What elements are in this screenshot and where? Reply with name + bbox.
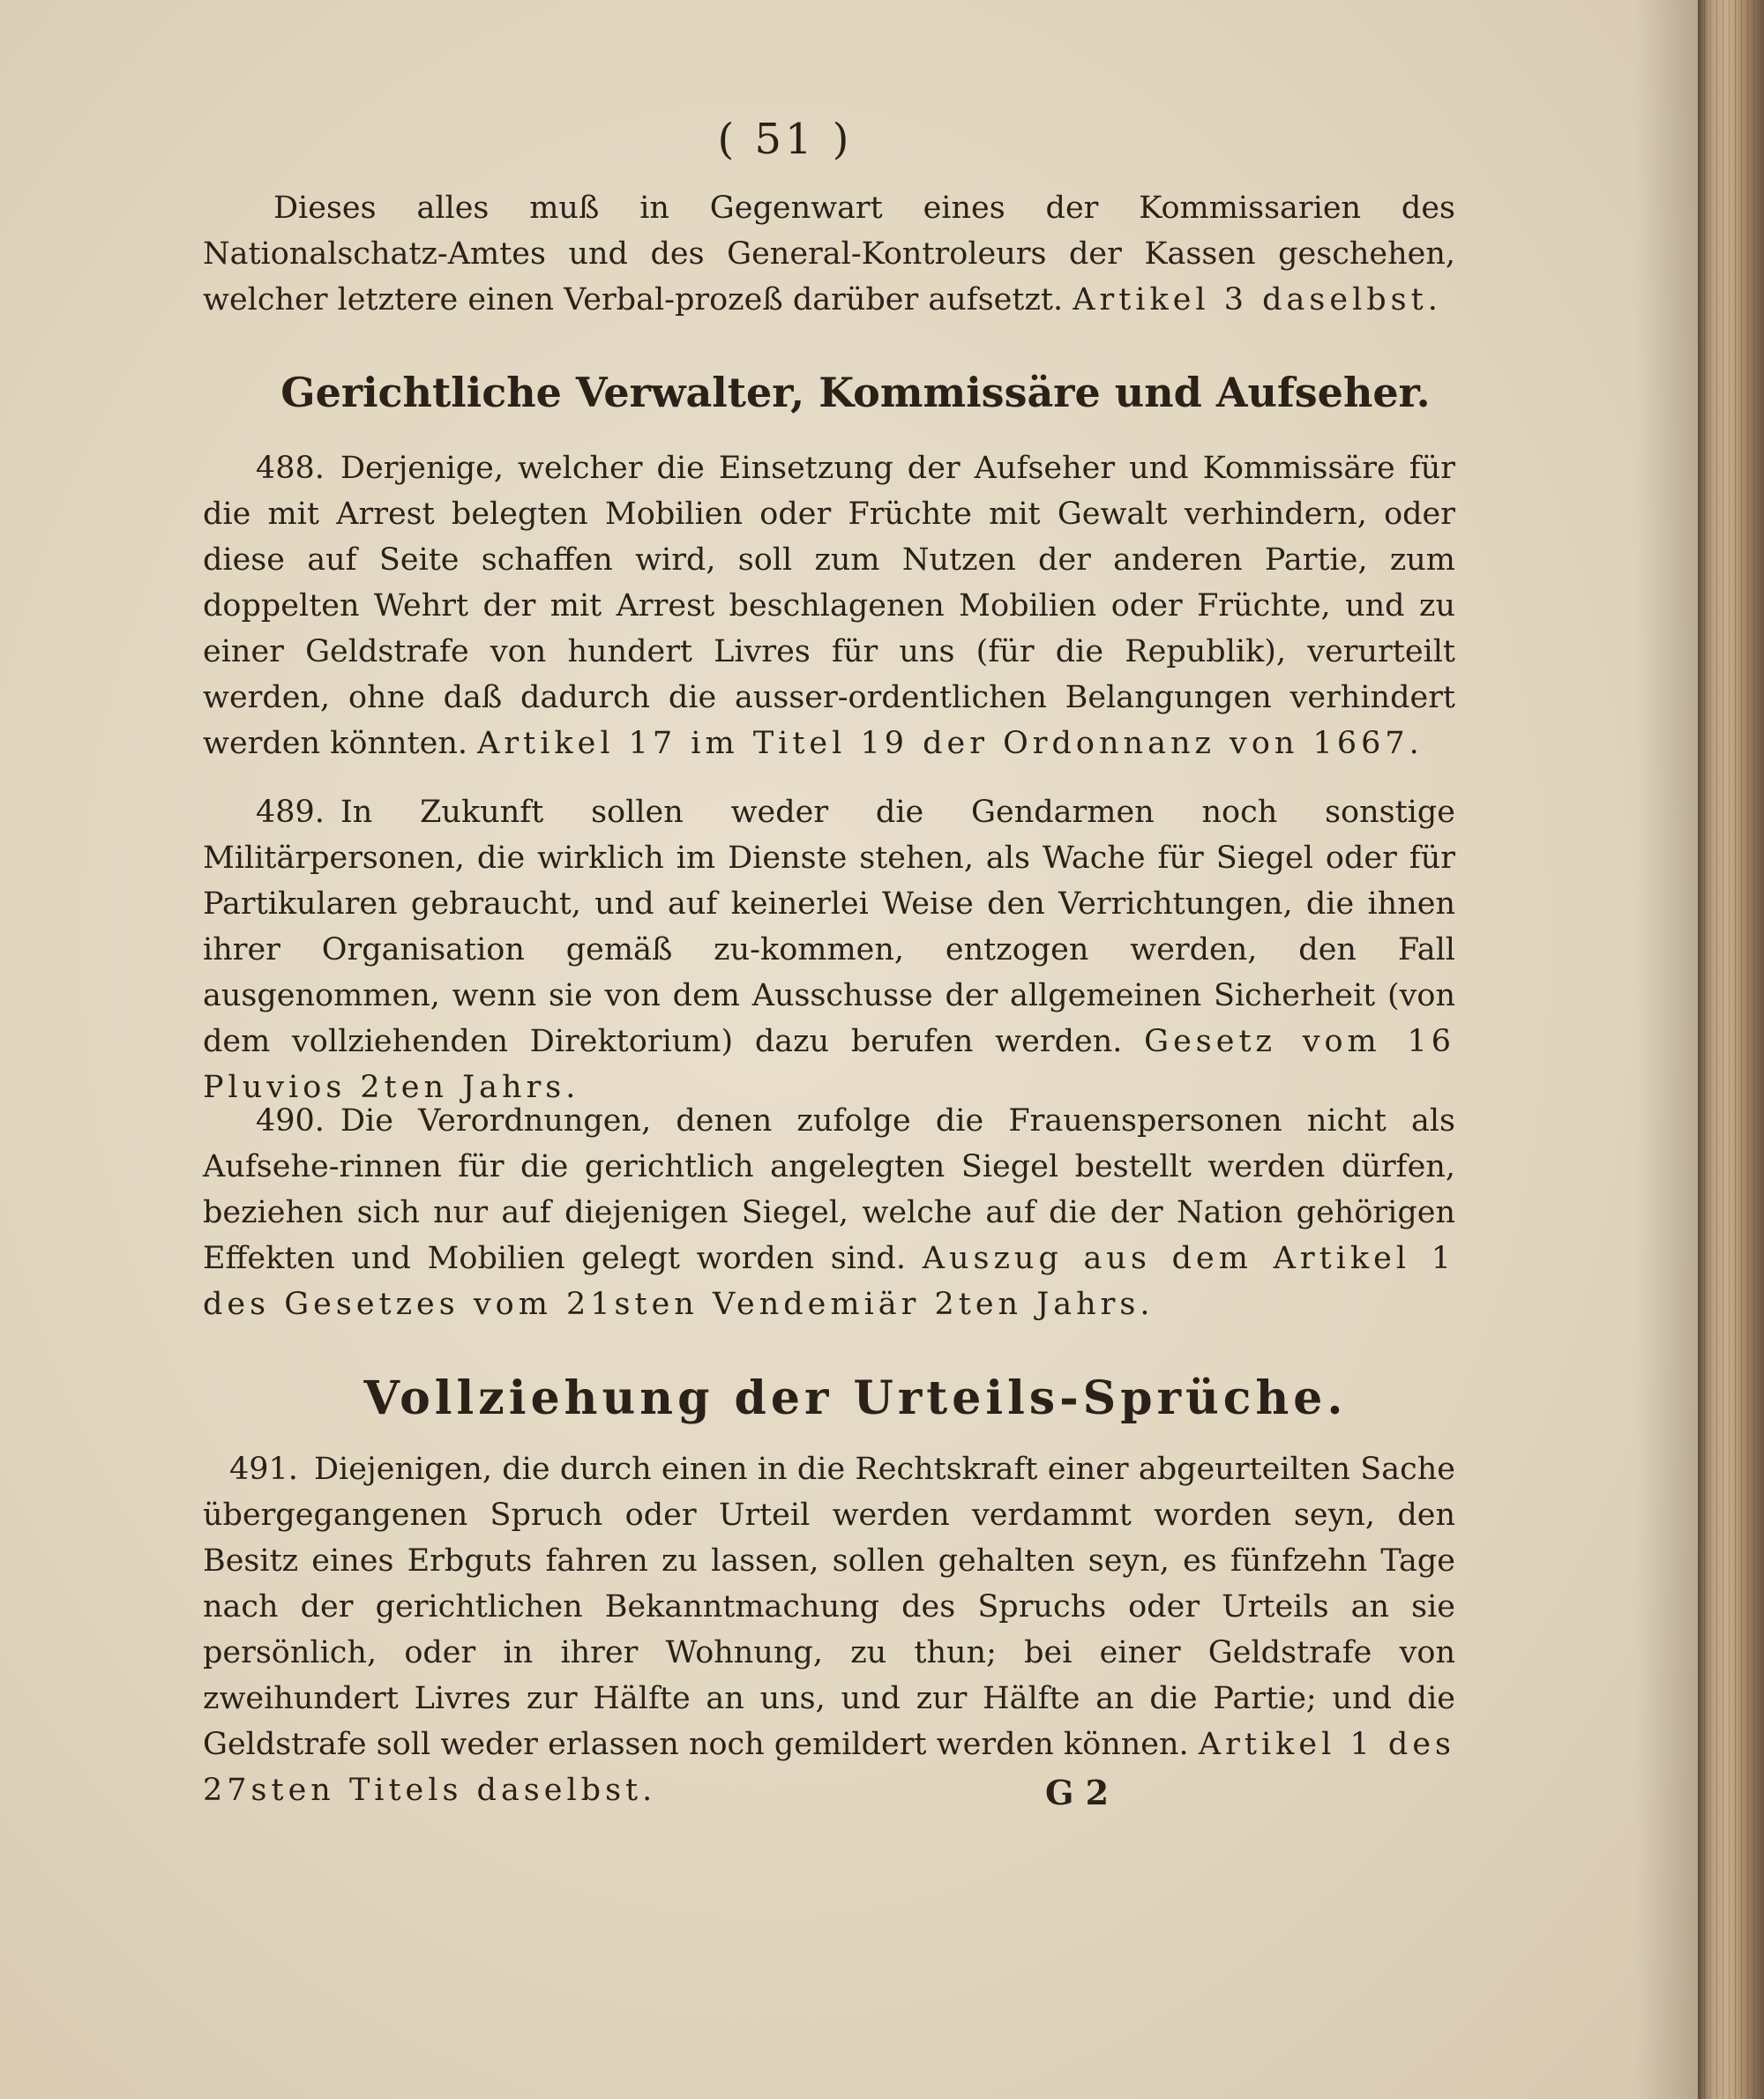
section-heading-administrators: Gerichtliche Verwalter, Kommissäre und Aufseher. (280, 369, 1431, 416)
paragraph-489 (203, 789, 1455, 1110)
paragraph-number: 490. (256, 1103, 325, 1139)
paragraph-number: 489. (256, 795, 325, 830)
intro-text: Dieses alles muß in Gegenwart eines der Kommissarien des Nationalschatz-Amtes und des General-Kontroleurs der Kassen geschehen, welcher letztere einen Verbal-prozeß darüber aufsetzt. (203, 190, 1455, 317)
page-number: ( 51 ) (717, 115, 853, 164)
paragraph-citation: Gesetz vom 16 Pluvios 2ten Jahrs. (203, 1024, 1455, 1105)
paragraph-number: 488. (256, 451, 325, 486)
paragraph-citation: Artikel 17 im Titel 19 der Ordonnanz von 1667. (477, 726, 1424, 761)
intro-paragraph (203, 185, 1455, 323)
paragraph-491 (203, 1446, 1455, 1813)
paragraph-citation: Artikel 1 des 27sten Titels daselbst. (203, 1727, 1455, 1808)
paragraph-490 (203, 1098, 1455, 1327)
paragraph-text: Diejenigen, die durch einen in die Rechtskraft einer abgeurteilten Sache übergegangenen Spruch oder Urteil werden verdammt worden seyn, den Besitz eines Erbguts fahren zu lassen, sollen gehalten seyn, es fünfzehn Tage nach der gerichtlichen Bekanntmachung des Spruchs oder Urteils an sie persönlich, oder in ihrer Wohnung, zu thun; bei einer Geldstrafe von zweihundert Livres zur Hälfte an uns, und zur Hälfte an die Partie; und die Geldstrafe soll weder erlassen noch gemildert werden können. (203, 1452, 1455, 1762)
intro-citation: Artikel 3 daselbst. (1073, 282, 1442, 317)
paragraph-citation: Auszug aus dem Artikel 1 des Gesetzes vom 21sten Vendemiär 2ten Jahrs. (203, 1241, 1455, 1322)
paragraph-text: In Zukunft sollen weder die Gendarmen noch sonstige Militärpersonen, die wirklich im Dienste stehen, als Wache für Siegel oder für Partikularen gebraucht, und auf keinerlei Weise den Verrichtungen, die ihnen ihrer Organisation gemäß zu-kommen, entzogen werden, den Fall ausgenommen, wenn sie von dem Ausschusse der allgemeinen Sicherheit (von dem vollziehenden Direktorium) dazu berufen werden. (203, 795, 1455, 1059)
signature-mark: G 2 (1045, 1773, 1110, 1812)
paragraph-488 (203, 445, 1455, 766)
paragraph-number: 491. (229, 1452, 298, 1487)
gutter-shadow (1636, 0, 1698, 2099)
paragraph-text: Die Verordnungen, denen zufolge die Frauenspersonen nicht als Aufsehe-rinnen für die gerichtlich angelegten Siegel bestellt werden dürfen, beziehen sich nur auf diejenigen Siegel, welche auf die der Nation gehörigen Effekten und Mobilien gelegt worden sind. (203, 1103, 1455, 1276)
paragraph-text: Derjenige, welcher die Einsetzung der Aufseher und Kommissäre für die mit Arrest belegten Mobilien oder Früchte mit Gewalt verhindern, oder diese auf Seite schaffen wird, soll zum Nutzen der anderen Partie, zum doppelten Wehrt der mit Arrest beschlagenen Mobilien oder Früchte, und zu einer Geldstrafe von hundert Livres für uns (für die Republik), verurteilt werden, ohne daß dadurch die ausser-ordentlichen Belangungen verhindert werden könnten. (203, 451, 1455, 761)
section-heading-execution: Vollziehung der Urteils-Sprüche. (363, 1371, 1348, 1425)
page-stack-lines (1704, 0, 1757, 2099)
